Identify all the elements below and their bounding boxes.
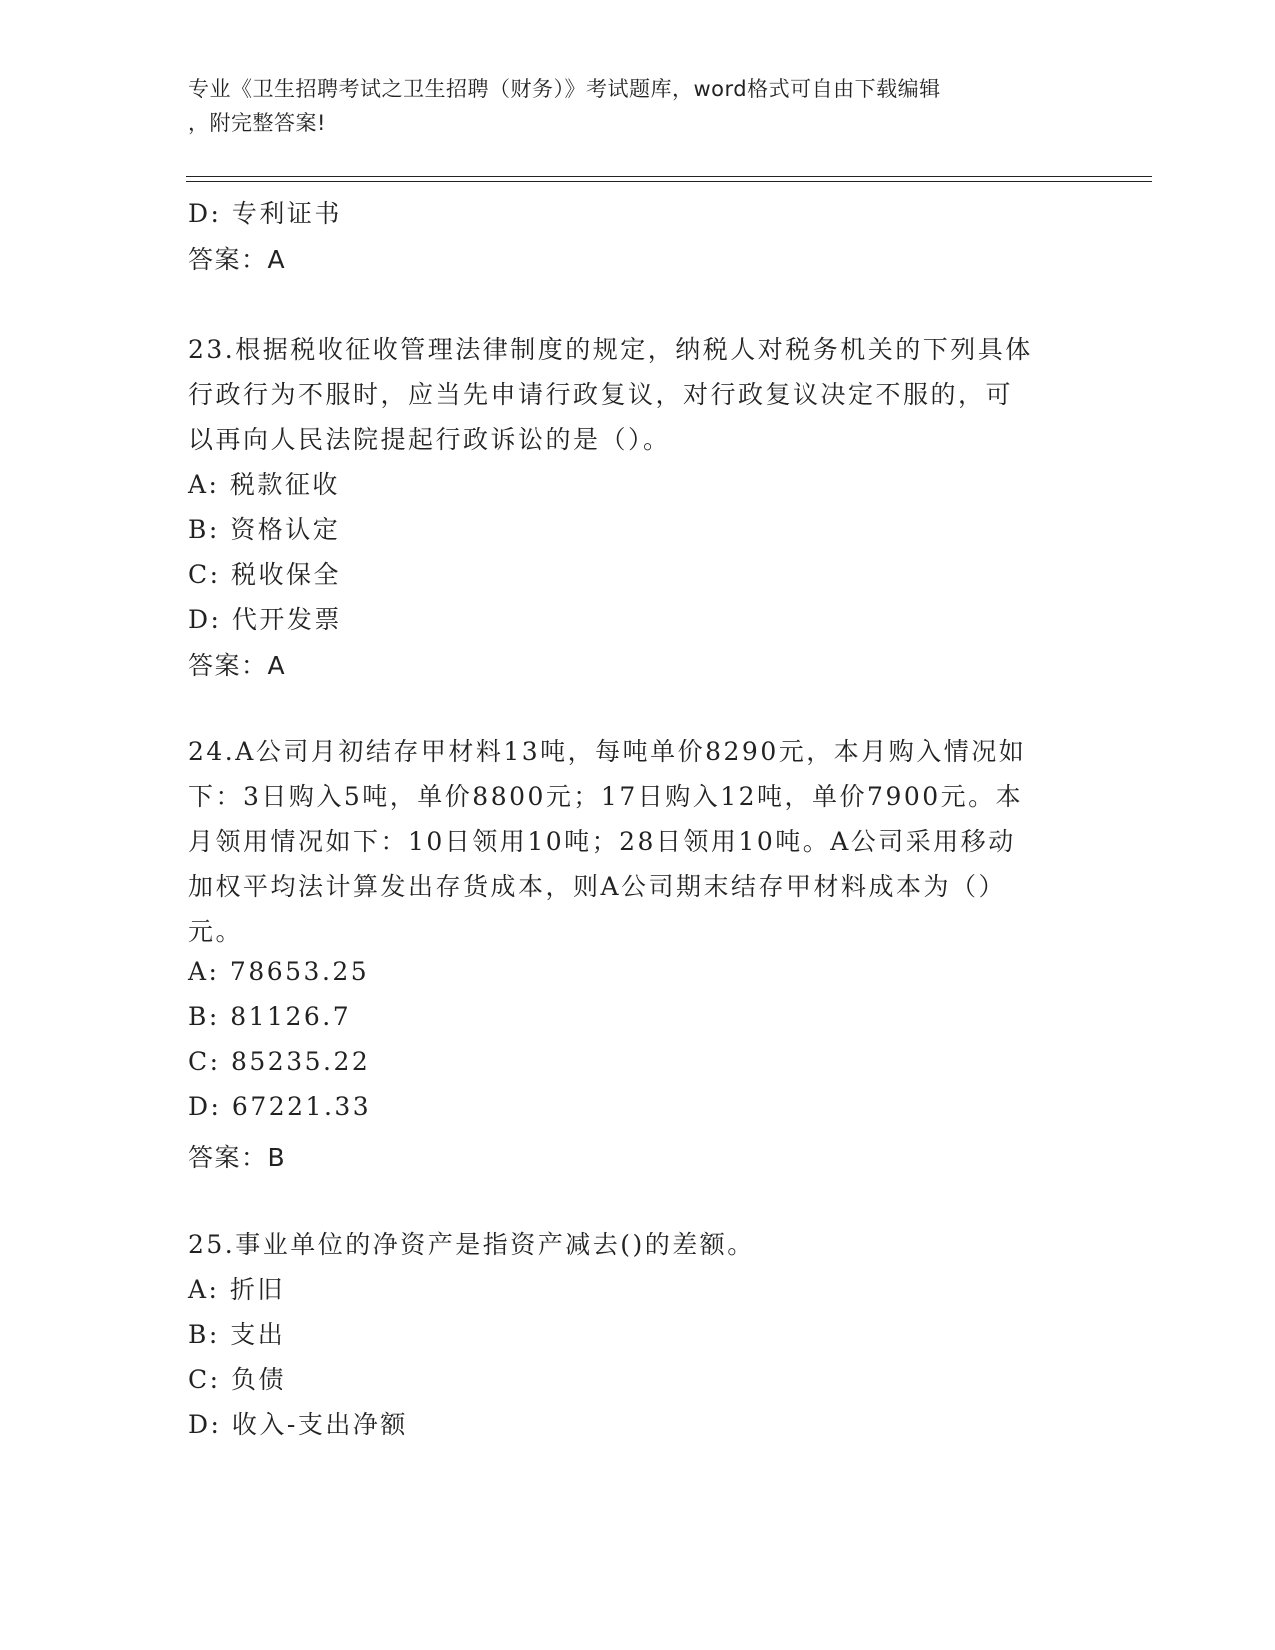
q24-option-b: B: 81126.7 [188,1002,352,1031]
q24-stem-line-1: 24.A公司月初结存甲材料13吨，每吨单价8290元，本月购入情况如 [188,737,1027,766]
q24-option-a: A: 78653.25 [188,957,370,986]
q23-stem-line-2: 行政行为不服时，应当先申请行政复议，对行政复议决定不服的，可 [188,380,1014,409]
header-divider-bottom [186,181,1152,182]
q25-option-c: C: 负债 [188,1365,286,1394]
header-line-2: ，附完整答案! [188,111,326,135]
q23-option-b: B: 资格认定 [188,515,341,544]
q23-stem-line-3: 以再向人民法院提起行政诉讼的是（）。 [188,425,671,454]
q25-stem-line-1: 25.事业单位的净资产是指资产减去()的差额。 [188,1230,755,1259]
q25-option-b: B: 支出 [188,1320,286,1349]
q24-option-c: C: 85235.22 [188,1047,371,1076]
q23-option-a: A: 税款征收 [188,470,340,499]
header-divider-top [186,176,1152,177]
q23-stem-line-1: 23.根据税收征收管理法律制度的规定，纳税人对税务机关的下列具体 [188,335,1033,364]
q24-stem-line-3: 月领用情况如下：10日领用10吨；28日领用10吨。A公司采用移动 [188,827,1016,856]
prev-answer: 答案：A [188,245,287,274]
q23-option-c: C: 税收保全 [188,560,341,589]
prev-option-d: D: 专利证书 [188,199,342,228]
page-header [188,72,1068,140]
q23-answer: 答案：A [188,651,287,680]
q24-option-d: D: 67221.33 [188,1092,372,1121]
q24-stem-line-4: 加权平均法计算发出存货成本，则A公司期末结存甲材料成本为（） [188,872,1007,901]
q23-option-d: D: 代开发票 [188,605,342,634]
q24-answer: 答案：B [188,1143,287,1172]
q25-option-d: D: 收入-支出净额 [188,1410,408,1439]
q24-stem-line-5: 元。 [188,917,244,946]
q25-option-a: A: 折旧 [188,1275,285,1304]
header-line-1: 专业《卫生招聘考试之卫生招聘（财务）》考试题库，word格式可自由下载编辑 [188,77,941,101]
q24-stem-line-2: 下：3日购入5吨，单价8800元；17日购入12吨，单价7900元。本 [188,782,1024,811]
